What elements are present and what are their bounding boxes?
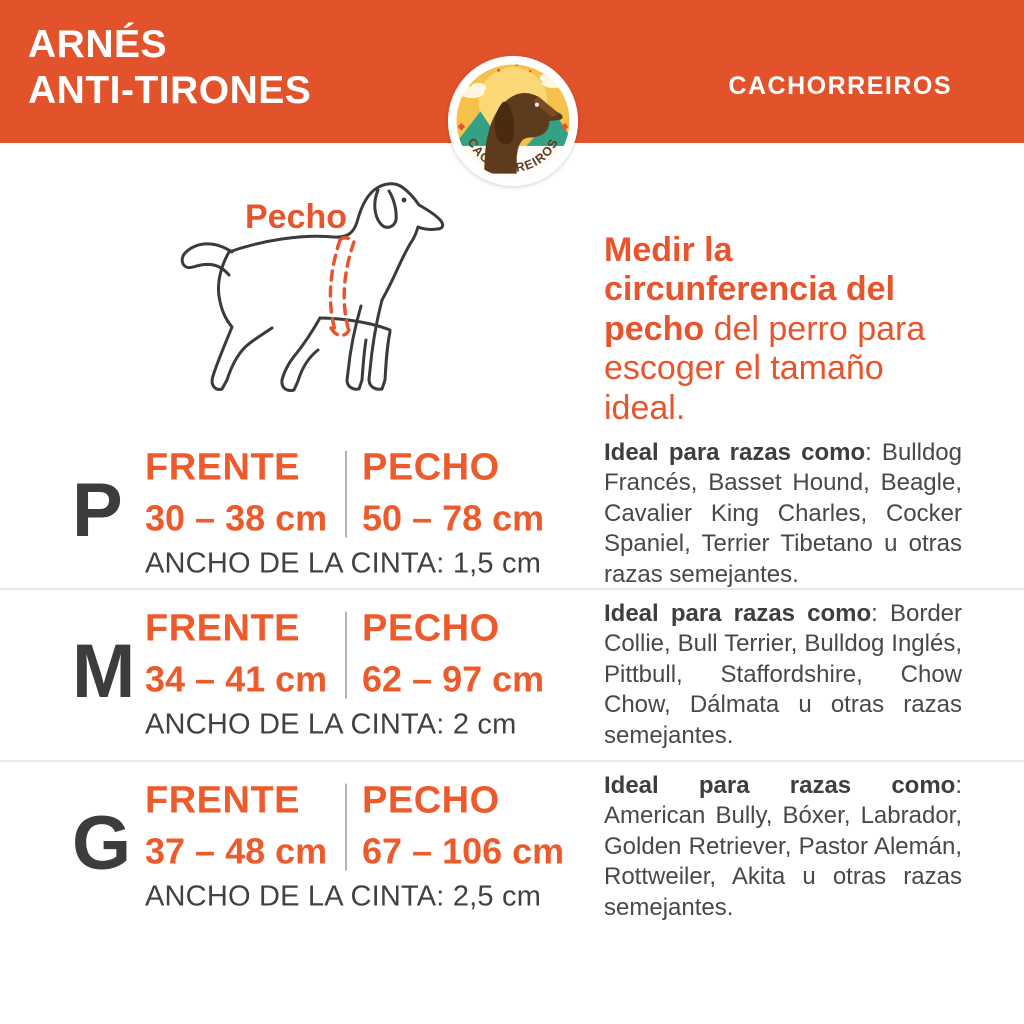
size-row-g xyxy=(0,760,1024,932)
strap-width: ANCHO DE LA CINTA: 2,5 cm xyxy=(145,880,542,913)
column-divider xyxy=(345,612,347,699)
breeds-description xyxy=(604,438,962,590)
size-letter: G xyxy=(72,801,130,887)
frente-label: FRENTE xyxy=(145,607,300,650)
breeds-description xyxy=(604,599,962,751)
measurements xyxy=(145,448,595,581)
pecho-label: PECHO xyxy=(362,446,500,489)
pecho-label: PECHO xyxy=(362,779,500,822)
column-divider xyxy=(345,784,347,871)
page-title-line1: ARNÉS xyxy=(28,23,168,66)
breeds-lead: Ideal para razas como xyxy=(604,438,866,466)
column-divider xyxy=(345,451,347,538)
chest-label: Pecho xyxy=(245,198,348,236)
frente-label: FRENTE xyxy=(145,446,300,489)
strap-width: ANCHO DE LA CINTA: 1,5 cm xyxy=(145,547,542,580)
measurements xyxy=(145,781,595,914)
page-title xyxy=(28,22,311,113)
size-row-m xyxy=(0,588,1024,760)
pecho-value: 62 – 97 cm xyxy=(362,658,545,700)
frente-label: FRENTE xyxy=(145,779,300,822)
logo-arc-text: CACHORREIROS xyxy=(464,135,562,175)
size-letter: M xyxy=(72,629,134,715)
pecho-value: 50 – 78 cm xyxy=(362,497,545,539)
strap-width: ANCHO DE LA CINTA: 2 cm xyxy=(145,708,517,741)
frente-value: 30 – 38 cm xyxy=(145,497,328,539)
pecho-label: PECHO xyxy=(362,607,500,650)
breeds-list: : American Bully, Bóxer, Labrador, Golden Retriever, Pastor Alemán, Rottweiler, Akita u otras razas semejantes. xyxy=(604,771,962,921)
size-letter: P xyxy=(72,468,121,554)
size-row-p xyxy=(0,440,1024,588)
frente-value: 37 – 48 cm xyxy=(145,830,328,872)
breeds-description xyxy=(604,771,962,923)
measure-instructions-regular: del perro para escoger el tamaño ideal. xyxy=(604,309,926,427)
breeds-lead: Ideal para razas como xyxy=(604,599,872,627)
frente-value: 34 – 41 cm xyxy=(145,658,328,700)
size-table xyxy=(0,440,1024,932)
breeds-lead: Ideal para razas como xyxy=(604,771,956,799)
cachorreiros-logo-badge-icon xyxy=(446,54,580,188)
breeds-list: : Border Collie, Bull Terrier, Bulldog Inglés, Pittbull, Staffordshire, Chow Chow, Dálmata u otras razas semejantes. xyxy=(604,599,963,749)
measurements xyxy=(145,609,595,742)
brand-name: CACHORREIROS xyxy=(728,72,952,100)
pecho-value: 67 – 106 cm xyxy=(362,830,565,872)
measure-instructions-bold: Medir la circunferencia del pecho xyxy=(604,231,896,348)
measure-instructions xyxy=(604,231,951,428)
page-title-line2: ANTI-TIRONES xyxy=(28,68,312,112)
breeds-list: : Bulldog Francés, Basset Hound, Beagle, Cavalier King Charles, Cocker Spaniel, Terrier Tibetano u otras razas semejantes. xyxy=(604,438,962,588)
